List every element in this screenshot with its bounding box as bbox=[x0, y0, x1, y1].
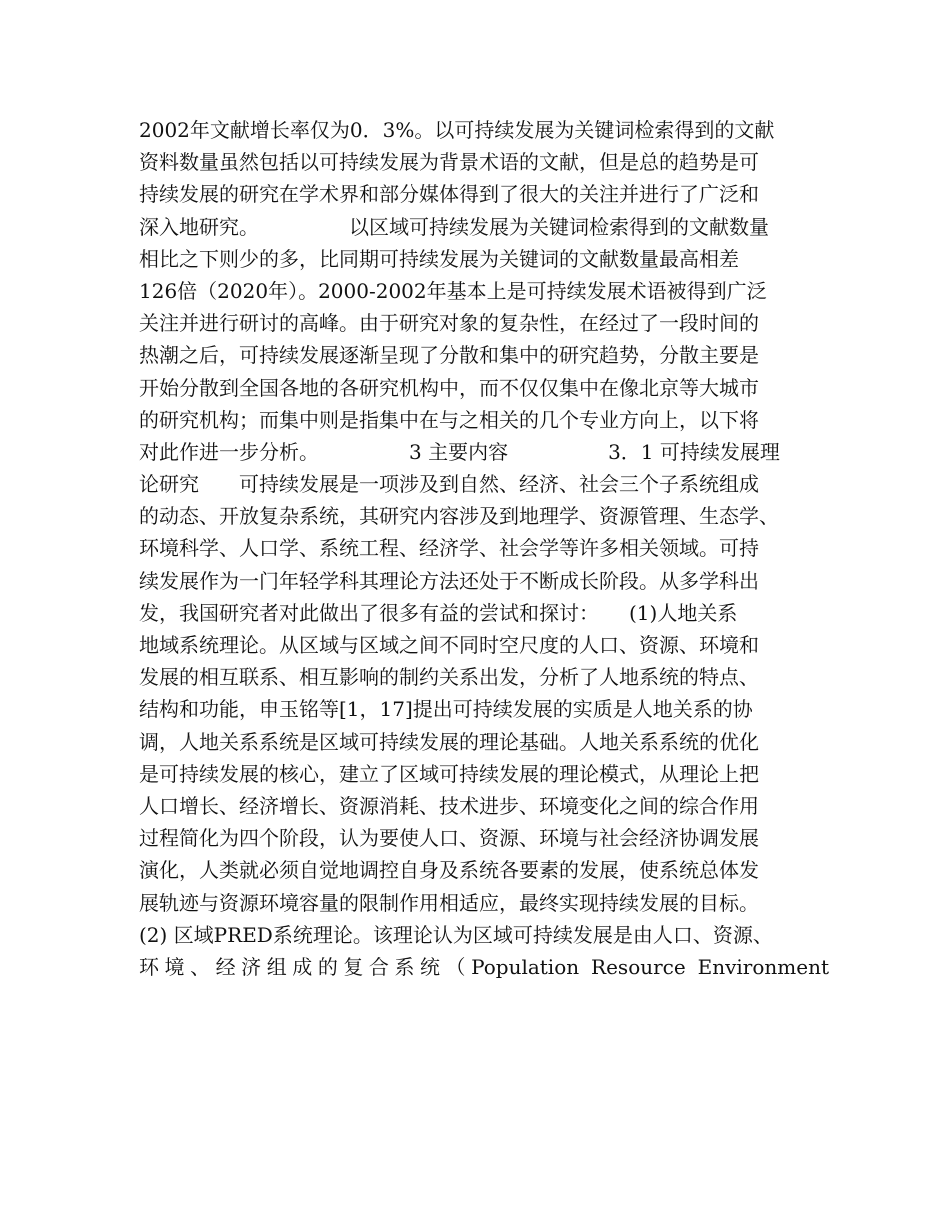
text-line: 持续发展的研究在学术界和部分媒体得到了很大的关注并进行了广泛和 bbox=[139, 182, 759, 207]
text-line: 对此作进一步分析。 3 主要内容 3．1 可持续发展理 bbox=[139, 439, 780, 464]
text-line: 展轨迹与资源环境容量的限制作用相适应，最终实现持续发展的目标。 bbox=[139, 890, 759, 915]
text-line: 发展的相互联系、相互影响的制约关系出发，分析了人地系统的特点、 bbox=[139, 665, 759, 690]
text-line: 2002年文献增长率仅为0．3%。以可持续发展为关键词检索得到的文献 bbox=[139, 118, 775, 142]
text-line: (2) 区域PRED系统理论。该理论认为区域可持续发展是由人口、资源、 bbox=[139, 922, 773, 947]
text-line: 调，人地关系系统是区域可持续发展的理论基础。人地关系系统的优化 bbox=[139, 729, 759, 754]
text-line: 关注并进行研讨的高峰。由于研究对象的复杂性，在经过了一段时间的 bbox=[139, 311, 759, 336]
text-line: 论研究 可持续发展是一项涉及到自然、经济、社会三个子系统组成 bbox=[139, 472, 759, 497]
text-line: 过程简化为四个阶段，认为要使人口、资源、环境与社会经济协调发展 bbox=[139, 826, 759, 851]
text-line: 深入地研究。 以区域可持续发展为关键词检索得到的文献数量 bbox=[139, 214, 769, 239]
text-line: 的动态、开放复杂系统，其研究内容涉及到地理学、资源管理、生态学、 bbox=[139, 504, 779, 529]
text-line: 结构和功能，申玉铭等[1，17]提出可持续发展的实质是人地关系的协 bbox=[139, 697, 753, 722]
text-line: 资料数量虽然包括以可持续发展为背景术语的文献，但是总的趋势是可 bbox=[139, 150, 759, 175]
text-line: 人口增长、经济增长、资源消耗、技术进步、环境变化之间的综合作用 bbox=[139, 793, 759, 818]
body-text bbox=[139, 114, 829, 983]
text-line: 相比之下则少的多，比同期可持续发展为关键词的文献数量最高相差 bbox=[139, 246, 739, 271]
text-line: 是可持续发展的核心，建立了区域可持续发展的理论模式，从理论上把 bbox=[139, 761, 759, 786]
text-line: 126倍（2020年）。2000-2002年基本上是可持续发展术语被得到广泛 bbox=[139, 278, 767, 303]
text-line: 环境、经济组成的复合系统（Population Resource Environment bbox=[139, 954, 829, 979]
text-line: 环境科学、人口学、系统工程、经济学、社会学等许多相关领域。可持 bbox=[139, 536, 759, 561]
text-line: 热潮之后，可持续发展逐渐呈现了分散和集中的研究趋势，分散主要是 bbox=[139, 343, 759, 368]
text-line: 演化，人类就必须自觉地调控自身及系统各要素的发展，使系统总体发 bbox=[139, 858, 759, 883]
text-line: 地域系统理论。从区域与区域之间不同时空尺度的人口、资源、环境和 bbox=[139, 633, 759, 657]
text-line: 续发展作为一门年轻学科其理论方法还处于不断成长阶段。从多学科出 bbox=[139, 568, 759, 593]
text-line: 发，我国研究者对此做出了很多有益的尝试和探讨： (1)人地关系 bbox=[139, 600, 738, 625]
text-line: 的研究机构；而集中则是指集中在与之相关的几个专业方向上，以下将 bbox=[139, 407, 759, 432]
text-line: 开始分散到全国各地的各研究机构中，而不仅仅集中在像北京等大城市 bbox=[139, 375, 759, 400]
